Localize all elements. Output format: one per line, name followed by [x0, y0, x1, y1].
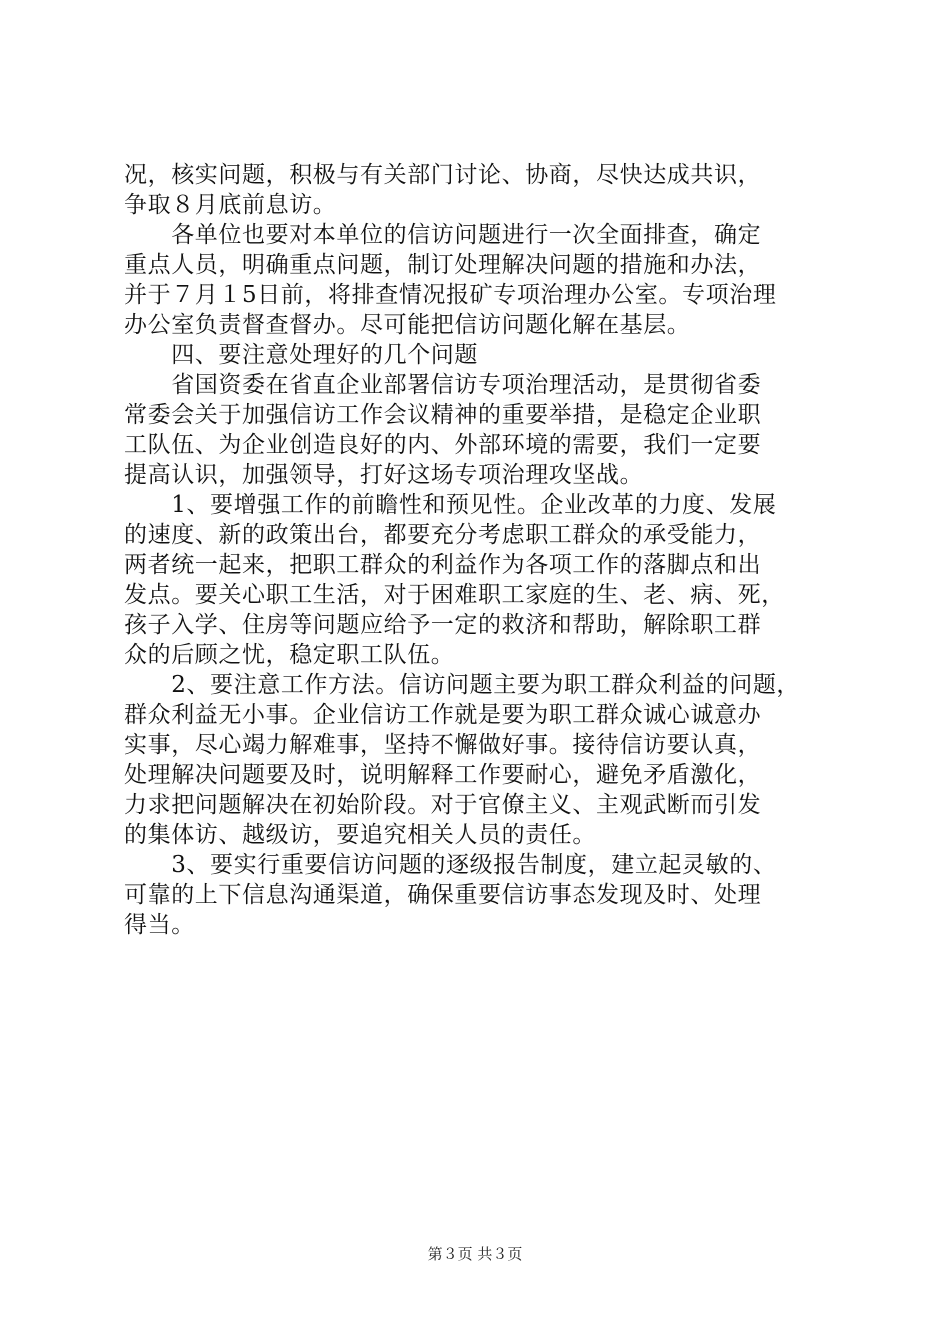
text-line: 两者统一起来，把职工群众的利益作为各项工作的落脚点和出 [124, 552, 762, 578]
text-line: 2、要注意工作方法。信访问题主要为职工群众利益的问题， [124, 672, 801, 698]
text-line: 实事，尽心竭力解难事，坚持不懈做好事。接待信访要认真， [124, 732, 762, 758]
text-line: 可靠的上下信息沟通渠道，确保重要信访事态发现及时、处理 [124, 882, 762, 908]
text-line: 孩子入学、住房等问题应给予一定的救济和帮助，解除职工群 [124, 612, 762, 638]
text-line: 3、要实行重要信访问题的逐级报告制度，建立起灵敏的、 [124, 852, 777, 878]
text-line: 的集体访、越级访，要追究相关人员的责任。 [124, 822, 596, 848]
document-body [124, 160, 836, 940]
text-line: 发点。要关心职工生活，对于困难职工家庭的生、老、病、死， [124, 582, 785, 608]
section-heading: 四、要注意处理好的几个问题 [124, 342, 478, 368]
text-line: 争取８月底前息访。 [124, 192, 337, 218]
text-line: 群众利益无小事。企业信访工作就是要为职工群众诚心诚意办 [124, 702, 762, 728]
text-line: 1、要增强工作的前瞻性和预见性。企业改革的力度、发展 [124, 492, 777, 518]
text-line: 提高认识，加强领导，打好这场专项治理攻坚战。 [124, 462, 644, 488]
text-line: 得当。 [124, 912, 195, 938]
text-line: 重点人员，明确重点问题，制订处理解决问题的措施和办法， [124, 252, 762, 278]
text-line: 的速度、新的政策出台，都要充分考虑职工群众的承受能力， [124, 522, 762, 548]
text-line: 况，核实问题，积极与有关部门讨论、协商，尽快达成共识， [124, 162, 762, 188]
text-line: 各单位也要对本单位的信访问题进行一次全面排查，确定 [124, 222, 762, 248]
text-line: 并于７月１5日前，将排查情况报矿专项治理办公室。专项治理 [124, 282, 777, 308]
text-line: 省国资委在省直企业部署信访专项治理活动，是贯彻省委 [124, 372, 762, 398]
text-line: 办公室负责督查督办。尽可能把信访问题化解在基层。 [124, 312, 691, 338]
text-line: 力求把问题解决在初始阶段。对于官僚主义、主观武断而引发 [124, 792, 762, 818]
text-line: 工队伍、为企业创造良好的内、外部环境的需要，我们一定要 [124, 432, 762, 458]
page-number-footer: 第３页 共３页 [427, 1245, 523, 1263]
text-line: 处理解决问题要及时，说明解释工作要耐心，避免矛盾激化， [124, 762, 762, 788]
text-line: 常委会关于加强信访工作会议精神的重要举措，是稳定企业职 [124, 402, 762, 428]
text-line: 众的后顾之忧，稳定职工队伍。 [124, 642, 455, 668]
